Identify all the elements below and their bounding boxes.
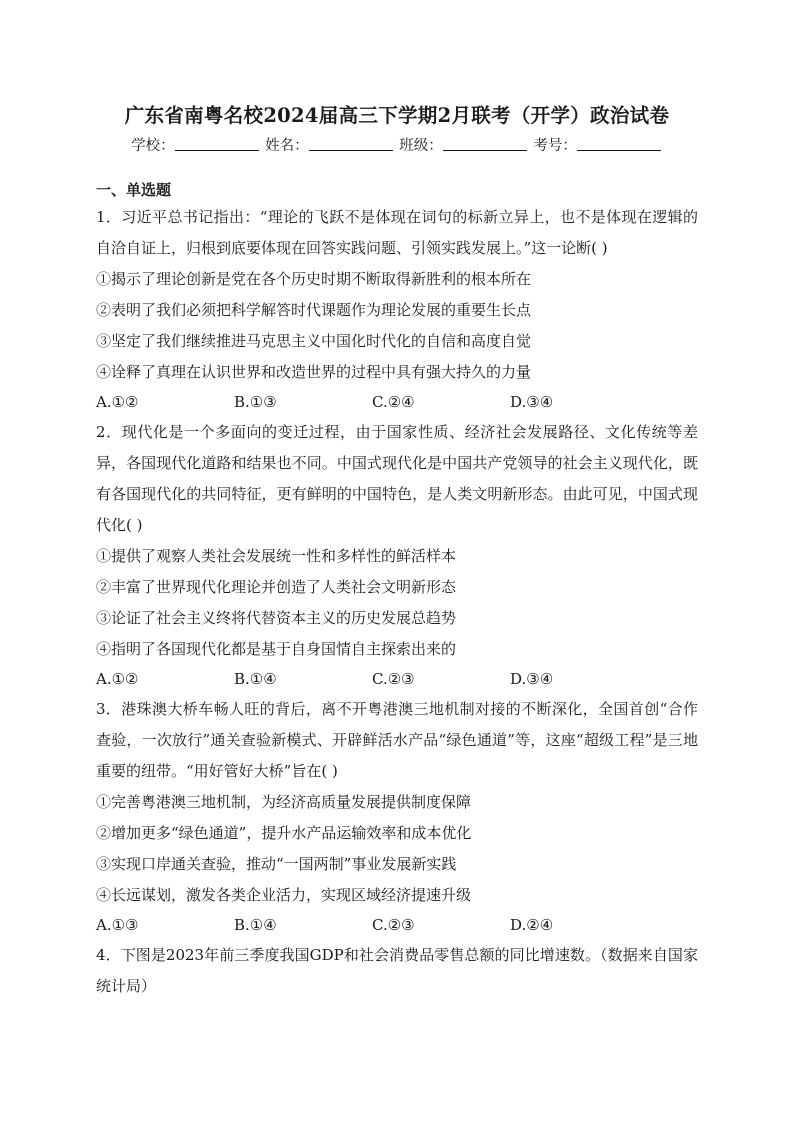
statement-option: ②增加更多“绿色通道”，提升水产品运输效率和成本优化 xyxy=(96,824,472,842)
statement-option: ②表明了我们必须把科学解答时代课题作为理论发展的重要生长点 xyxy=(96,301,532,319)
answer-choice-c: C.②③ xyxy=(372,916,415,934)
student-info-line xyxy=(0,134,794,155)
answer-choice-d: D.②④ xyxy=(510,916,554,934)
statement-option: ③坚定了我们继续推进马克思主义中国化时代化的自信和高度自觉 xyxy=(96,332,532,350)
question-stem: 2．现代化是一个多面向的变迁过程，由于国家性质、经济社会发展路径、文化传统等差异，各国现代化道路和结果也不同。中国式现代化是中国共产党领导的社会主义现代化，既有各国现代化的共同特征，更有鲜明的中国特色，是人类文明新形态。由此可见，中国式现代化( ) xyxy=(96,423,698,534)
name-blank[interactable] xyxy=(309,136,393,151)
class-label: 班级： xyxy=(399,138,443,154)
answer-choice-d: D.③④ xyxy=(510,670,554,688)
statement-option: ③论证了社会主义终将代替资本主义的历史发展总趋势 xyxy=(96,609,457,627)
answer-choice-b: B.①③ xyxy=(234,393,277,411)
class-blank[interactable] xyxy=(443,136,527,151)
answer-choices xyxy=(96,388,698,416)
answer-choice-a: A.①③ xyxy=(96,916,139,934)
question-4 xyxy=(96,940,698,1002)
school-blank[interactable] xyxy=(175,136,259,151)
answer-choice-c: C.②③ xyxy=(372,670,415,688)
statement-option: ①完善粤港澳三地机制，为经济高质量发展提供制度保障 xyxy=(96,793,472,811)
answer-choice-a: A.①② xyxy=(96,670,139,688)
name-label: 姓名： xyxy=(265,138,309,154)
answer-choices xyxy=(96,665,698,693)
question-stem: 1．习近平总书记指出：“理论的飞跃不是体现在词句的标新立异上，也不是体现在逻辑的自洽自证上，归根到底要体现在回答实践问题、引领实践发展上。”这一论断( ) xyxy=(96,208,698,257)
answer-choice-b: B.①④ xyxy=(234,916,277,934)
question-1 xyxy=(96,202,698,416)
school-label: 学校： xyxy=(131,138,175,154)
statement-option: ①揭示了理论创新是党在各个历史时期不断取得新胜利的根本所在 xyxy=(96,270,532,288)
answer-choices xyxy=(96,911,698,939)
question-3 xyxy=(96,694,698,939)
statement-option: ④指明了各国现代化都是基于自身国情自主探索出来的 xyxy=(96,640,457,658)
exam-content xyxy=(96,179,698,1002)
answer-choice-c: C.②④ xyxy=(372,393,415,411)
exam-number-blank[interactable] xyxy=(577,136,661,151)
statement-option: ④长远谋划，激发各类企业活力，实现区域经济提速升级 xyxy=(96,886,472,904)
answer-choice-d: D.③④ xyxy=(510,393,554,411)
exam-title: 广东省南粤名校2024届高三下学期2月联考（开学）政治试卷 xyxy=(124,104,670,127)
exam-number-label: 考号： xyxy=(533,138,577,154)
question-stem: 3．港珠澳大桥车畅人旺的背后，离不开粤港澳三地机制对接的不断深化，全国首创“合作查验，一次放行”通关查验新模式、开辟鲜活水产品“绿色通道”等，这座“超级工程”是三地重要的纽带。“用好管好大桥”旨在( ) xyxy=(96,700,698,780)
section-title: 一、单选题 xyxy=(96,181,172,199)
statement-option: ③实现口岸通关查验，推动“一国两制”事业发展新实践 xyxy=(96,855,457,873)
statement-option: ④诠释了真理在认识世界和改造世界的过程中具有强大持久的力量 xyxy=(96,363,532,381)
answer-choice-b: B.①④ xyxy=(234,670,277,688)
statement-option: ②丰富了世界现代化理论并创造了人类社会文明新形态 xyxy=(96,578,457,596)
statement-option: ①提供了观察人类社会发展统一性和多样性的鲜活样本 xyxy=(96,547,457,565)
answer-choice-a: A.①② xyxy=(96,393,139,411)
question-stem: 4．下图是2023年前三季度我国GDP和社会消费品零售总额的同比增速数。（数据来自国家统计局） xyxy=(96,946,698,995)
question-2 xyxy=(96,417,698,693)
